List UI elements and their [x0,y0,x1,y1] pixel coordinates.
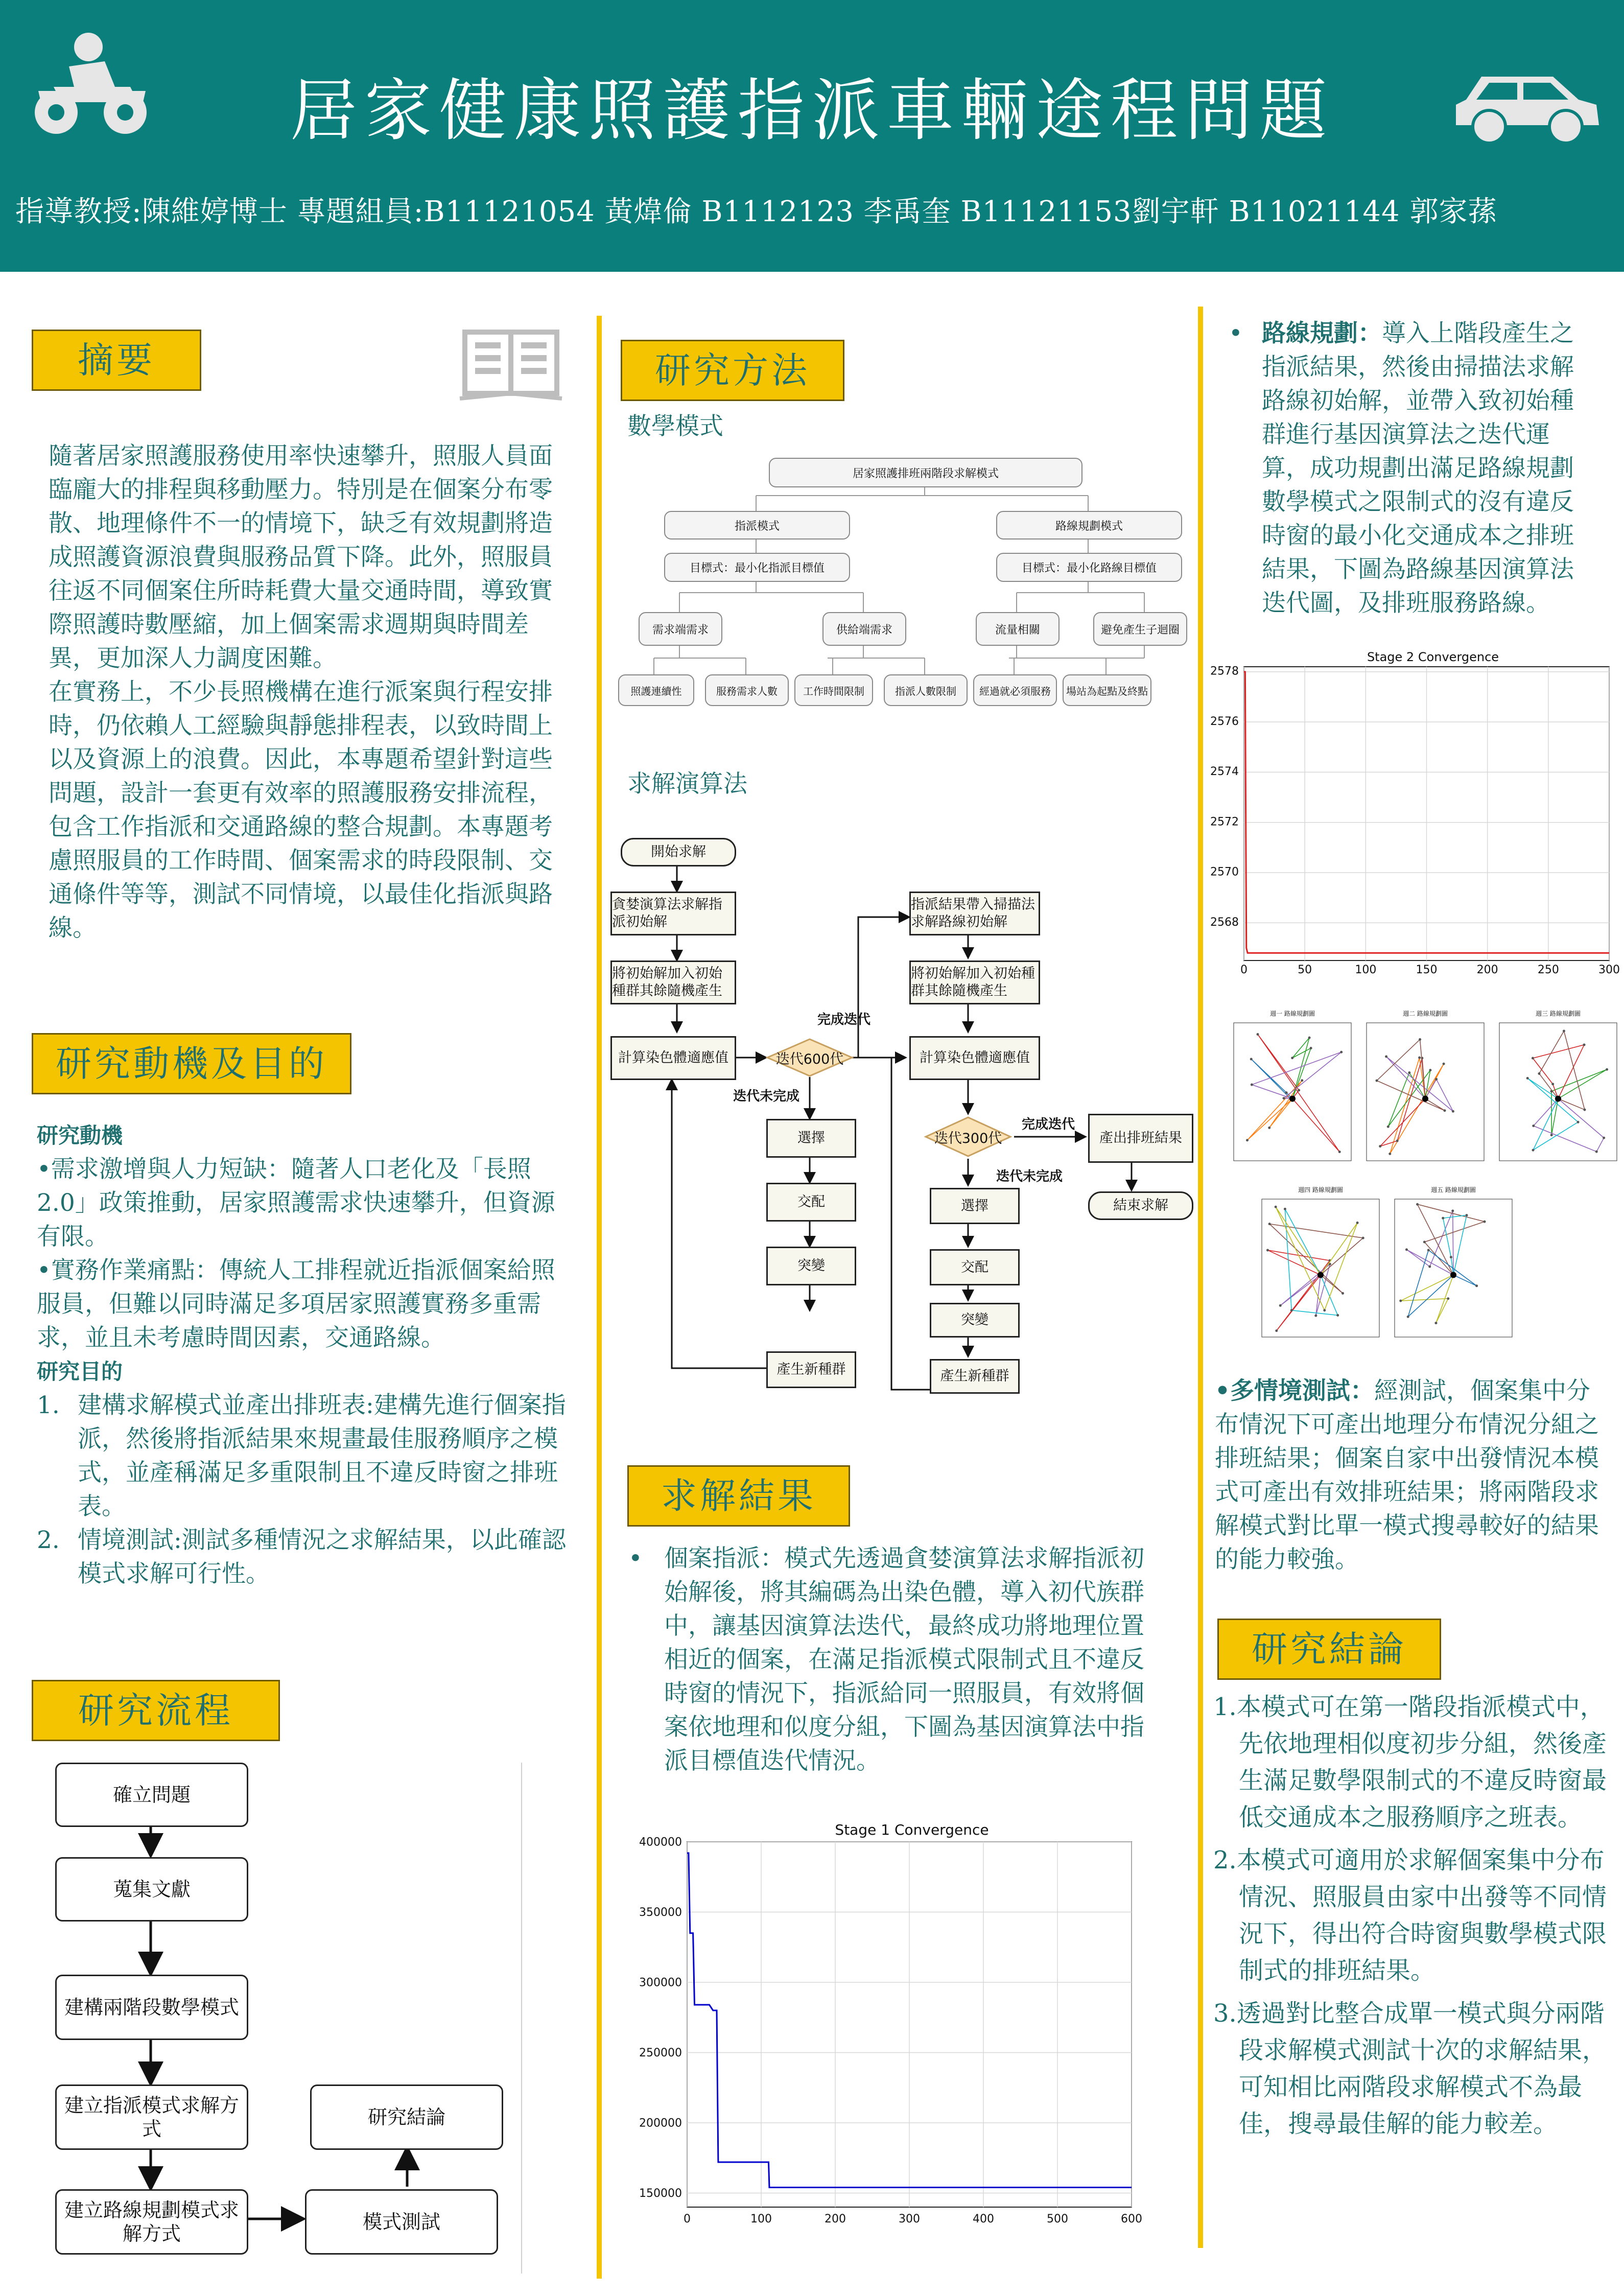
algo-fitness-1: 計算染色體適應值 [610,1036,736,1080]
tree-assignment-objective: 目標式：最小化指派目標值 [664,553,850,582]
purpose-item-2 [37,1524,568,1591]
route-stop [1396,1140,1399,1142]
route-stop [1340,1051,1343,1053]
process-step-4: 建立指派模式求解方式 [55,2084,248,2150]
stage1-chart-title: Stage 1 Convergence [835,1821,989,1838]
tree-routing-model: 路線規劃模式 [996,511,1182,540]
process-flowchart [41,1763,522,2274]
route-stop [1279,1304,1282,1307]
stage2-y-tick: 2574 [1210,765,1239,779]
algo-decision-300-label: 迭代300代 [934,1130,1002,1146]
route-stop [1266,1249,1269,1251]
advisor-and-members: 指導教授:陳維婷博士 專題組員:B11121054 黃煒倫 B1112123 李禹奎 B11121153劉宇軒 B11021144 郭家蓀 [15,195,1497,228]
process-step-6: 模式測試 [305,2189,498,2255]
algo-mutation-2: 突變 [930,1303,1020,1338]
stage1-y-tick: 150000 [639,2187,682,2200]
motivation-bullet-2: •實務作業痛點：傳統人工排程就近指派個案給照服員，但難以同時滿足多項居家照護實務多重需求，並且未考慮時間因素，交通路線。 [37,1256,555,1352]
stage2-x-tick: 100 [1355,964,1377,976]
process-step-7: 研究結論 [310,2084,503,2150]
route-title-wed: 週三 路線規劃圖 [1536,1010,1581,1017]
route-stop [1416,1203,1419,1206]
tree-work-time: 工作時間限制 [794,674,873,706]
section-heading-results: 求解結果 [627,1465,850,1527]
motivation-subheading: 研究動機 [37,1123,123,1148]
process-step-2: 蒐集文獻 [55,1857,248,1922]
route-stop [1379,1145,1381,1147]
book-icon [460,322,562,404]
motivation-text [37,1119,568,1591]
route-stop [1606,1068,1608,1071]
algo-mutation-1: 突變 [766,1247,856,1285]
algo-crossover-1: 交配 [766,1183,856,1222]
route-stop [1268,1223,1271,1225]
stage2-y-tick: 2572 [1210,815,1239,829]
tree-service-demand: 服務需求人數 [705,674,789,706]
stage2-chart-title: Stage 2 Convergence [1367,650,1499,664]
route-stop [1308,1037,1311,1039]
stage1-y-tick: 250000 [639,2046,682,2059]
section-heading-abstract: 摘要 [32,330,201,391]
stage1-chart-svg [626,1819,1142,2238]
route-stop [1550,1134,1553,1136]
route-stop [1447,1297,1449,1300]
route-stop [1532,1149,1535,1152]
purpose-text-2: 情境測試:測試多種情況之求解結果，以此確認模式求解可行性。 [78,1526,566,1588]
tree-flow: 流量相關 [976,612,1060,646]
route-stop [1310,1047,1312,1049]
process-step-3: 建構兩階段數學模式 [55,1975,248,2040]
route-stop [1466,1214,1468,1216]
stage1-y-tick: 200000 [639,2117,682,2130]
algo-initial-population-1: 將初始解加入初始種群其餘隨機產生 [610,960,736,1004]
stage1-x-tick: 600 [1121,2213,1142,2225]
route-stop [1376,1080,1378,1082]
route-stop [1246,1139,1249,1141]
algo-done-label-2: 完成迭代 [1022,1117,1075,1132]
algo-end: 結束求解 [1088,1191,1193,1220]
route-stop [1291,1057,1293,1059]
route-stop [1407,1316,1409,1318]
algo-initial-population-2: 將初始解加入初始種群其餘隨機產生 [909,960,1040,1004]
route-title-fri: 週五 路線規劃圖 [1431,1186,1476,1193]
stage2-chart [1206,649,1620,986]
results-bullet-text: 個案指派：模式先透過貪婪演算法求解指派初始解後，將其編碼為出染色體，導入初代族群中，讓基因演算法迭代，最終成功將地理位置相近的個案，在滿足指派模式限制式且不違反時窗的情況下，指派給同一照服員，有效將個案依地理和似度分組，下圖為基因演算法中指派目標值迭代情況。 [664,1544,1144,1775]
stage1-x-tick: 200 [825,2213,846,2225]
algo-notdone-label-1: 迭代未完成 [733,1089,800,1104]
abstract-paragraph-1: 隨著居家照護服務使用率快速攀升，照服人員面臨龐大的排程與移動壓力。特別是在個案分布零散、地理條件不一的情境下，缺乏有效規劃將造成照護資源浪費與服務品質下降。此外，照服員往返不同個案住所時耗費大量交通時間，導致實際照護時數壓縮，加上個案需求週期與時間差異，更加深人力調度困難。 [49,442,553,672]
stage1-x-tick: 0 [684,2213,691,2225]
stage1-y-tick: 350000 [639,1906,682,1919]
route-panel [1367,1023,1484,1161]
purpose-number-1: 1. [37,1391,60,1419]
stage1-chart [626,1819,1142,2243]
stage1-y-tick: 300000 [639,1976,682,1989]
stage2-y-tick: 2568 [1210,916,1239,929]
route-stop [1251,1084,1253,1086]
purpose-text-1: 建構求解模式並產出排班表:建構先進行個案指派，然後將指派結果來規畫最佳服務順序之模式，並產稱滿足多重限制且不違反時窗之排班表。 [78,1391,566,1520]
model-tree-diagram [613,450,1185,725]
tree-root: 居家照護排班兩階段求解模式 [769,458,1082,487]
stage2-x-tick: 150 [1416,964,1438,976]
route-stop [1428,1266,1431,1268]
route-stop [1362,1237,1364,1239]
tree-continuity: 照護連續性 [618,674,694,706]
route-depot [1422,1096,1428,1102]
section-heading-conclusion: 研究結論 [1217,1619,1441,1680]
tree-assignment-model: 指派模式 [664,511,850,540]
route-stop [1442,1217,1444,1220]
algo-decision-600-label: 迭代600代 [775,1051,844,1067]
route-stop [1399,1300,1402,1302]
route-stop [1341,1292,1344,1295]
route-stop [1450,1256,1452,1258]
process-step-1: 確立問題 [55,1763,248,1827]
route-title-thu: 週四 路線規劃圖 [1298,1186,1343,1193]
route-stop [1284,1208,1286,1210]
route-title-tue: 週二 路線規劃圖 [1403,1010,1448,1017]
route-stop [1290,1309,1293,1311]
route-plots [1223,1009,1622,1367]
scenario-test-text: 經測試，個案集中分布情況下可產出地理分布情況分組之排班結果；個案自家中出發情況本模式可產出有效排班結果；將兩階段求解模式對比單一模式搜尋較好的結果的能力較強。 [1215,1377,1599,1574]
poster-title: 居家健康照護指派車輛途程問題 [290,72,1334,150]
route-stop [1603,1137,1605,1139]
route-stop [1275,1206,1277,1208]
route-stop [1385,1055,1387,1058]
stage2-y-tick: 2576 [1210,715,1239,728]
route-stop [1336,1314,1339,1317]
algo-output-schedule: 產出排班結果 [1088,1114,1193,1163]
tree-supply-side: 供給端需求 [822,612,906,646]
stage2-y-tick: 2570 [1210,865,1239,879]
algo-selection-2: 選擇 [930,1188,1020,1224]
route-stop [1268,1127,1270,1129]
route-stop [1583,1109,1586,1111]
stage2-x-tick: 250 [1537,964,1559,976]
route-bullet [1229,317,1596,620]
algo-new-population-2: 產生新種群 [930,1359,1020,1394]
route-stop [1427,1249,1430,1251]
tree-depot: 場站為起點及終點 [1063,674,1151,706]
section-heading-motivation: 研究動機及目的 [32,1033,351,1094]
route-stop [1423,1241,1426,1244]
route-stop [1526,1077,1529,1080]
section-heading-process: 研究流程 [32,1680,280,1741]
route-stop [1532,1057,1534,1060]
route-stop [1443,1109,1446,1112]
route-stop [1283,1097,1285,1099]
stage2-y-tick: 2578 [1210,665,1239,678]
divider-left [597,316,602,2279]
abstract-text [49,439,575,945]
conclusion-item-1: 1.本模式可在第一階段指派模式中，先依地理相似度初步分組，然後產生滿足數學限制式的不違反時窗最低交通成本之服務順序之班表。 [1213,1693,1607,1832]
motivation-bullet-1: •需求激增與人力短缺：隨著人口老化及「長照2.0」政策推動，居家照護需求快速攀升，但資源有限。 [37,1155,555,1251]
section-heading-method: 研究方法 [621,340,844,401]
route-stop [1429,1069,1431,1071]
route-stop [1298,1089,1300,1091]
route-panel [1499,1023,1617,1161]
algorithm-label: 求解演算法 [627,770,747,798]
route-panel [1262,1199,1379,1337]
tree-routing-objective: 目標式：最小化路線目標值 [996,553,1182,582]
stage2-x-tick: 200 [1476,964,1498,976]
route-stop [1451,1210,1454,1212]
route-stop [1275,1329,1278,1332]
route-stop [1577,1121,1580,1123]
purpose-item-1 [37,1389,568,1524]
purpose-number-2: 2. [37,1526,60,1554]
route-stop [1583,1043,1586,1046]
route-stop [1484,1221,1486,1223]
algo-fitness-2: 計算染色體適應值 [909,1036,1040,1080]
stage1-x-tick: 300 [899,2213,920,2225]
algo-selection-1: 選擇 [766,1119,856,1158]
route-depot [1450,1272,1456,1278]
route-stop [1285,1091,1288,1094]
route-stop [1435,1078,1438,1081]
tree-assign-limit: 指派人數限制 [884,674,968,706]
route-stop [1538,1072,1540,1075]
stage1-x-tick: 500 [1047,2213,1068,2225]
route-depot [1555,1096,1561,1102]
scenario-test-head: •多情境測試： [1215,1377,1375,1405]
algo-sweep-init: 指派結果帶入掃描法求解路線初始解 [909,892,1040,935]
algo-notdone-label-2: 迭代未完成 [996,1169,1063,1184]
results-bullet [628,1542,1155,1778]
purpose-subheading: 研究目的 [37,1359,123,1384]
route-bullet-text: 導入上階段產生之指派結果，然後由掃描法求解路線初始解，並帶入致初始種群進行基因演算法之迭代運算，成功規劃出滿足路線規劃數學模式之限制式的沒有違反時窗的最小化交通成本之排班結果，下圖為路線基因演算法迭代圖，及排班服務路線。 [1262,319,1574,617]
divider-right [1198,307,1203,2248]
tree-demand-side: 需求端需求 [639,612,722,646]
route-stop [1532,1124,1535,1127]
math-model-label: 數學模式 [627,412,723,440]
route-stop [1250,1058,1253,1060]
stage2-x-tick: 0 [1240,964,1248,976]
stage2-x-tick: 50 [1298,964,1312,976]
algo-greedy-init: 貪婪演算法求解指派初始解 [610,892,736,935]
algo-new-population-1: 產生新種群 [766,1351,856,1388]
stage2-x-tick: 300 [1598,964,1620,976]
process-step-5: 建立路線規劃模式求解方式 [55,2189,248,2255]
route-bullet-head: 路線規劃： [1262,319,1382,347]
algo-done-label-1: 完成迭代 [817,1012,871,1027]
route-stop [1408,1071,1410,1074]
tree-must-serve: 經過就必須服務 [973,674,1057,706]
stage1-x-tick: 400 [973,2213,994,2225]
results-bullet-dot: • [628,1544,643,1573]
stage1-x-tick: 100 [750,2213,772,2225]
route-stop [1323,1309,1326,1311]
route-stop [1595,1151,1598,1153]
abstract-paragraph-2: 在實務上，不少長照機構在進行派案與行程安排時，仍依賴人工經驗與靜態排程表，以致時間上以及資源上的浪費。因此，本專題希望針對這些問題，設計一套更有效率的照護服務安排流程，包含工作指派和交通路線的整合規劃。本專題考慮照服員的工作時間、個案需求的時段限制、交通條件等等，測試不同情境，以最佳化指派與路線。 [49,678,553,942]
conclusion-list [1213,1689,1612,2142]
algo-start: 開始求解 [621,838,736,866]
algorithm-flowchart [610,828,1198,1415]
route-stop [1257,1033,1259,1036]
route-stop [1387,1126,1390,1128]
route-stop [1388,1153,1391,1155]
conclusion-item-3: 3.透過對比整合成單一模式與分兩階段求解模式測試十次的求解結果，可知相比兩階段求解模式不為最佳，搜尋最佳解的能力較差。 [1213,1999,1607,2138]
stage1-y-tick: 400000 [639,1836,682,1849]
route-stop [1452,1110,1454,1113]
route-stop [1434,1322,1437,1324]
route-stop [1551,1083,1554,1085]
route-stop [1338,1151,1341,1153]
scenario-test [1215,1374,1606,1577]
tree-subtour: 避免產生子迴圈 [1093,612,1187,646]
route-bullet-dot: • [1229,319,1243,347]
route-stop [1419,1038,1421,1041]
route-stop [1418,1057,1421,1059]
route-stop [1314,1315,1317,1317]
stage2-chart-svg [1206,649,1620,986]
algo-crossover-2: 交配 [930,1249,1020,1285]
route-title-mon: 週一 路線規劃圖 [1270,1010,1315,1017]
route-bullet-body [1262,317,1596,620]
route-stop [1301,1079,1303,1082]
algo-decision-300 [925,1116,1011,1157]
conclusion-item-2: 2.本模式可適用於求解個案集中分布情況、照服員由家中出發等不同情況下，得出符合時窗與數學模式限制式的排班結果。 [1213,1846,1607,1985]
route-stop [1356,1222,1359,1224]
route-depot [1289,1096,1296,1102]
route-stop [1563,1030,1565,1033]
route-depot [1317,1272,1324,1278]
algo-decision-600 [766,1038,853,1077]
route-stop [1405,1248,1408,1251]
route-stop [1475,1284,1478,1287]
route-stop [1443,1063,1445,1065]
